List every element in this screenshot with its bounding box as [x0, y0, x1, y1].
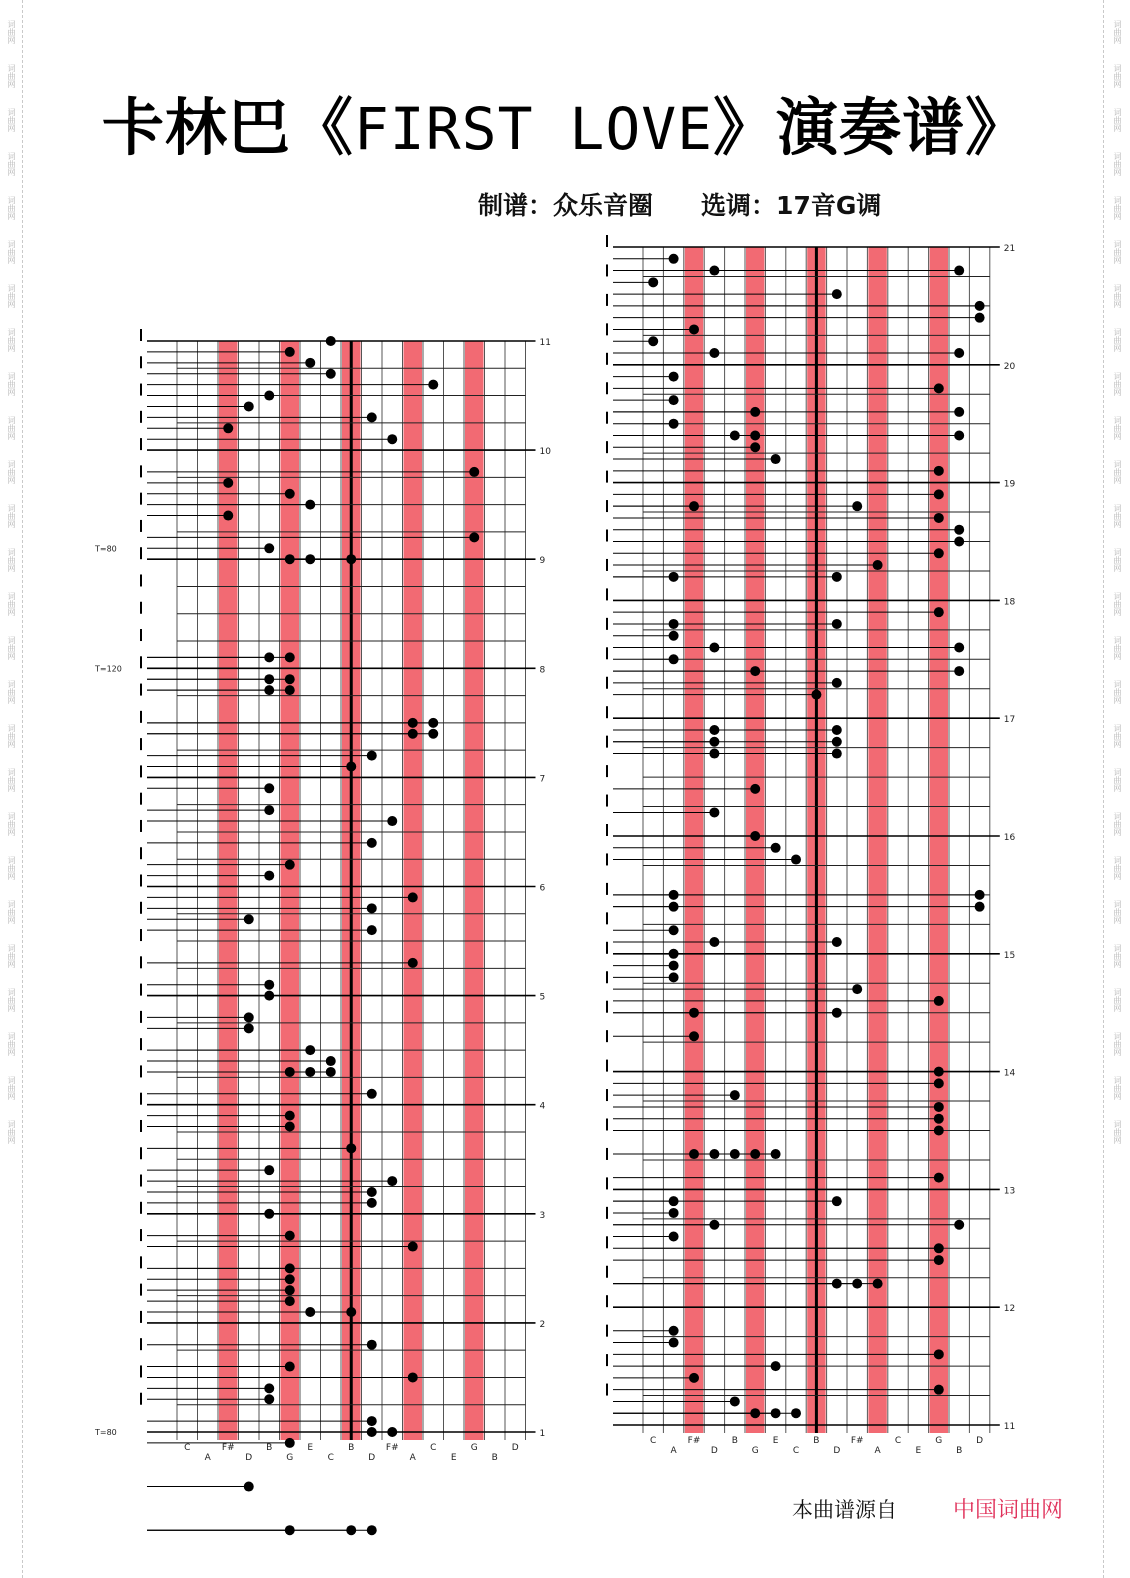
- measure-number: 21: [1003, 244, 1016, 254]
- key-label: E: [772, 1436, 779, 1446]
- note-dot: [669, 1208, 679, 1218]
- note-dot: [244, 1482, 254, 1492]
- note-dot: [285, 674, 295, 684]
- key-label: C: [650, 1436, 657, 1446]
- watermark-text: 词曲网: [1113, 416, 1122, 440]
- key-label: C: [184, 1443, 191, 1453]
- note-dot: [954, 348, 964, 358]
- key-label: F#: [850, 1436, 864, 1446]
- key-label: B: [956, 1446, 963, 1456]
- title-open-quote: 《: [290, 91, 354, 164]
- watermark-text: 词曲网: [7, 1076, 16, 1100]
- note-dot: [954, 666, 964, 676]
- key-label: D: [368, 1453, 376, 1463]
- measure-number: 4: [539, 1101, 546, 1112]
- note-dot: [832, 572, 842, 582]
- note-dot: [934, 607, 944, 617]
- note-dot: [934, 466, 944, 476]
- note-dot: [428, 718, 438, 728]
- note-dot: [934, 996, 944, 1006]
- measure-number: 17: [1003, 715, 1016, 726]
- note-dot: [285, 1438, 295, 1448]
- watermark-text: 词曲网: [1113, 196, 1122, 220]
- note-dot: [730, 1090, 740, 1100]
- measure-number: 15: [1003, 950, 1016, 961]
- note-dot: [832, 619, 842, 629]
- source-site: 中国词曲网: [953, 1498, 1064, 1523]
- arranger-name: 众乐音圈: [553, 191, 654, 220]
- note-dot: [689, 324, 699, 334]
- measure-number: 11: [1003, 1422, 1016, 1432]
- note-dot: [264, 391, 274, 401]
- note-dot: [832, 737, 842, 747]
- note-dot: [285, 860, 295, 870]
- note-dot: [469, 532, 479, 542]
- note-dot: [648, 336, 658, 346]
- note-dot: [326, 1067, 336, 1077]
- note-dot: [285, 1122, 295, 1132]
- note-dot: [346, 1143, 356, 1153]
- watermark-text: 词曲网: [1113, 1032, 1122, 1056]
- watermark-text: 词曲网: [7, 636, 16, 660]
- watermark-text: 词曲网: [1113, 240, 1122, 264]
- note-dot: [954, 1220, 964, 1230]
- note-dot: [244, 1023, 254, 1033]
- note-dot: [669, 254, 679, 264]
- watermark-text: 词曲网: [7, 416, 16, 440]
- measure-number: 7: [539, 774, 546, 785]
- note-dot: [387, 1427, 397, 1437]
- key-label: B: [731, 1436, 738, 1446]
- watermark-text: 词曲网: [1113, 460, 1122, 484]
- key-label: F#: [385, 1443, 399, 1453]
- note-dot: [285, 685, 295, 695]
- note-dot: [264, 543, 274, 553]
- watermark-text: 词曲网: [1113, 372, 1122, 396]
- note-dot: [832, 1008, 842, 1018]
- note-dot: [669, 419, 679, 429]
- watermark-text: 词曲网: [1113, 284, 1122, 308]
- note-dot: [954, 537, 964, 547]
- note-dot: [832, 1196, 842, 1206]
- watermark-text: 词曲网: [7, 504, 16, 528]
- watermark-text: 词曲网: [7, 944, 16, 968]
- note-dot: [408, 1372, 418, 1382]
- key-label: B: [813, 1436, 820, 1446]
- note-dot: [709, 807, 719, 817]
- key-label: B: [266, 1443, 273, 1453]
- key-label: D: [511, 1443, 519, 1453]
- note-dot: [285, 652, 295, 662]
- note-dot: [771, 454, 781, 464]
- note-dot: [934, 1173, 944, 1183]
- key-label: C: [327, 1453, 334, 1463]
- measure-number: 9: [539, 556, 546, 567]
- measure-number: 13: [1003, 1186, 1016, 1197]
- watermark-text: 词曲网: [7, 460, 16, 484]
- note-dot: [264, 783, 274, 793]
- note-dot: [934, 513, 944, 523]
- watermark-text: 词曲网: [7, 592, 16, 616]
- note-dot: [934, 383, 944, 393]
- note-dot: [791, 1408, 801, 1418]
- note-dot: [346, 554, 356, 564]
- measure-number: 6: [539, 883, 546, 894]
- watermark-text: 词曲网: [1113, 548, 1122, 572]
- note-dot: [934, 1067, 944, 1077]
- highlight-key-stripe: [868, 247, 886, 1433]
- watermark-text: 词曲网: [7, 284, 16, 308]
- watermark-text: 词曲网: [7, 548, 16, 572]
- watermark-text: 词曲网: [7, 724, 16, 748]
- note-dot: [669, 631, 679, 641]
- note-dot: [326, 369, 336, 379]
- title-end-quote: 》: [965, 91, 1029, 164]
- note-dot: [305, 358, 315, 368]
- watermark-text: 词曲网: [7, 812, 16, 836]
- watermark-text: 词曲网: [1113, 856, 1122, 880]
- watermark-text: 词曲网: [1113, 812, 1122, 836]
- note-dot: [346, 761, 356, 771]
- watermark-text: 词曲网: [1113, 592, 1122, 616]
- note-dot: [264, 1209, 274, 1219]
- note-dot: [285, 1263, 295, 1273]
- watermark-text: 词曲网: [7, 1120, 16, 1144]
- title-suffix: 演奏谱: [776, 91, 966, 164]
- highlight-key-stripe: [465, 341, 484, 1440]
- tempo-mark: T=120: [95, 664, 122, 674]
- title-song: FIRST LOVE: [353, 95, 714, 163]
- highlight-key-stripe: [404, 341, 423, 1440]
- watermark-text: 词曲网: [7, 196, 16, 220]
- note-dot: [811, 690, 821, 700]
- watermark-text: 词曲网: [1113, 944, 1122, 968]
- note-dot: [367, 925, 377, 935]
- key-label: D: [245, 1453, 253, 1463]
- note-dot: [873, 560, 883, 570]
- note-dot: [223, 423, 233, 433]
- note-dot: [771, 1149, 781, 1159]
- note-dot: [852, 501, 862, 511]
- watermark-text: 词曲网: [7, 372, 16, 396]
- note-dot: [750, 784, 760, 794]
- note-dot: [469, 467, 479, 477]
- measure-number: 3: [539, 1210, 546, 1221]
- tempo-mark: T=80: [95, 1428, 117, 1437]
- note-dot: [264, 991, 274, 1001]
- measure-number: 11: [539, 338, 551, 348]
- note-dot: [285, 1274, 295, 1284]
- note-dot: [387, 1176, 397, 1186]
- note-dot: [669, 1326, 679, 1336]
- note-dot: [326, 1056, 336, 1066]
- key-label: C: [430, 1443, 437, 1453]
- note-dot: [832, 725, 842, 735]
- note-dot: [244, 1012, 254, 1022]
- note-dot: [771, 843, 781, 853]
- watermark-text: 词曲网: [1113, 988, 1122, 1012]
- note-dot: [934, 489, 944, 499]
- note-dot: [669, 1338, 679, 1348]
- key-label: D: [710, 1446, 718, 1456]
- key-label: A: [874, 1446, 881, 1456]
- note-dot: [832, 678, 842, 688]
- key-label: F#: [221, 1443, 235, 1453]
- highlight-key-stripe: [219, 341, 238, 1440]
- watermark-text: 词曲网: [1113, 724, 1122, 748]
- key-label: 选调：: [701, 191, 777, 220]
- note-dot: [367, 838, 377, 848]
- tempo-mark: T=80: [95, 544, 117, 554]
- title-prefix: 卡林巴: [101, 91, 291, 164]
- note-dot: [771, 1361, 781, 1371]
- watermark-text: 词曲网: [7, 152, 16, 176]
- note-dot: [408, 958, 418, 968]
- note-dot: [934, 1243, 944, 1253]
- note-dot: [648, 277, 658, 287]
- note-dot: [285, 1296, 295, 1306]
- note-dot: [873, 1279, 883, 1289]
- highlight-key-stripe: [685, 247, 703, 1433]
- measure-number: 16: [1003, 833, 1016, 843]
- note-dot: [975, 301, 985, 311]
- note-dot: [244, 401, 254, 411]
- note-dot: [832, 937, 842, 947]
- watermark-text: 词曲网: [7, 768, 16, 792]
- note-dot: [669, 949, 679, 959]
- watermark-text: 词曲网: [7, 900, 16, 924]
- watermark-text: 词曲网: [7, 328, 16, 352]
- note-dot: [408, 1242, 418, 1252]
- measure-number: 14: [1003, 1068, 1016, 1079]
- note-dot: [367, 1416, 377, 1426]
- key-label: G: [935, 1436, 943, 1446]
- note-dot: [428, 729, 438, 739]
- watermark-text: 词曲网: [7, 64, 16, 88]
- note-dot: [285, 1285, 295, 1295]
- watermark-text: 词曲网: [7, 1032, 16, 1056]
- note-dot: [285, 1231, 295, 1241]
- source-label: 本曲谱源自: [792, 1498, 897, 1522]
- note-dot: [346, 1307, 356, 1317]
- measure-number: 20: [1003, 361, 1016, 372]
- arranger-label: 制谱：: [478, 191, 554, 220]
- note-dot: [264, 1383, 274, 1393]
- key-label: B: [491, 1453, 498, 1463]
- key-label: E: [450, 1453, 457, 1463]
- key-label: G: [751, 1446, 759, 1456]
- measure-number: 2: [539, 1319, 546, 1330]
- key-label: A: [670, 1446, 677, 1456]
- watermark-text: 词曲网: [1113, 768, 1122, 792]
- note-dot: [387, 434, 397, 444]
- watermark-text: 词曲网: [1113, 680, 1122, 704]
- measure-number: 5: [539, 992, 546, 1003]
- key-label: E: [915, 1446, 922, 1456]
- note-dot: [244, 914, 254, 924]
- measure-number: 19: [1003, 479, 1016, 490]
- note-dot: [934, 1102, 944, 1112]
- note-dot: [689, 1031, 699, 1041]
- note-dot: [954, 643, 964, 653]
- note-dot: [223, 511, 233, 521]
- note-dot: [934, 1255, 944, 1265]
- measure-number: 18: [1003, 597, 1016, 608]
- key-label: G: [470, 1443, 478, 1453]
- note-dot: [669, 372, 679, 382]
- key-label: E: [307, 1443, 314, 1453]
- key-label: G: [286, 1453, 294, 1463]
- note-dot: [264, 805, 274, 815]
- measure-number: 8: [539, 665, 546, 676]
- title-close-quote: 》: [713, 91, 777, 164]
- note-dot: [367, 1187, 377, 1197]
- measure-number: 1: [539, 1429, 546, 1439]
- note-dot: [285, 489, 295, 499]
- note-dot: [934, 1126, 944, 1136]
- key-label: A: [204, 1453, 211, 1463]
- note-dot: [669, 1232, 679, 1242]
- watermark-text: 词曲网: [1113, 328, 1122, 352]
- key-label: D: [833, 1446, 841, 1456]
- note-dot: [305, 1045, 315, 1055]
- key-label: B: [348, 1443, 355, 1453]
- note-dot: [832, 289, 842, 299]
- note-dot: [934, 1349, 944, 1359]
- note-dot: [367, 1198, 377, 1208]
- key-value: 17音G调: [776, 191, 882, 220]
- note-dot: [285, 1111, 295, 1121]
- note-dot: [223, 478, 233, 488]
- note-dot: [367, 1089, 377, 1099]
- note-dot: [408, 892, 418, 902]
- watermark-text: 词曲网: [7, 240, 16, 264]
- note-dot: [975, 902, 985, 912]
- note-dot: [428, 380, 438, 390]
- note-dot: [954, 525, 964, 535]
- note-dot: [669, 395, 679, 405]
- note-dot: [305, 500, 315, 510]
- note-dot: [285, 1362, 295, 1372]
- watermark-text: 词曲网: [7, 856, 16, 880]
- note-dot: [367, 1340, 377, 1350]
- note-dot: [367, 1525, 377, 1535]
- note-dot: [934, 1114, 944, 1124]
- note-dot: [934, 1078, 944, 1088]
- watermark-text: 词曲网: [1113, 636, 1122, 660]
- note-dot: [954, 430, 964, 440]
- watermark-text: 词曲网: [7, 108, 16, 132]
- watermark-text: 词曲网: [7, 20, 16, 44]
- note-dot: [285, 347, 295, 357]
- note-dot: [669, 925, 679, 935]
- key-label: D: [976, 1436, 984, 1446]
- note-dot: [975, 890, 985, 900]
- note-dot: [934, 1385, 944, 1395]
- note-dot: [264, 980, 274, 990]
- note-dot: [367, 751, 377, 761]
- note-dot: [264, 1165, 274, 1175]
- watermark-text: 词曲网: [7, 680, 16, 704]
- watermark-text: 词曲网: [1113, 1076, 1122, 1100]
- note-dot: [934, 548, 944, 558]
- watermark-text: 词曲网: [7, 988, 16, 1012]
- watermark-text: 词曲网: [1113, 900, 1122, 924]
- note-dot: [750, 831, 760, 841]
- key-label: A: [409, 1453, 416, 1463]
- watermark-text: 词曲网: [1113, 108, 1122, 132]
- note-dot: [954, 407, 964, 417]
- note-dot: [326, 336, 336, 346]
- key-label: C: [792, 1446, 800, 1456]
- note-dot: [669, 654, 679, 664]
- watermark-text: 词曲网: [1113, 20, 1122, 44]
- note-dot: [750, 442, 760, 452]
- note-dot: [730, 1396, 740, 1406]
- watermark-text: 词曲网: [1113, 1120, 1122, 1144]
- note-dot: [852, 984, 862, 994]
- watermark-text: 词曲网: [1113, 64, 1122, 88]
- note-dot: [264, 1394, 274, 1404]
- note-dot: [791, 855, 801, 865]
- watermark-text: 词曲网: [1113, 504, 1122, 528]
- footer: [792, 1493, 1063, 1524]
- note-dot: [954, 266, 964, 276]
- note-dot: [367, 412, 377, 422]
- note-dot: [669, 972, 679, 982]
- note-dot: [264, 871, 274, 881]
- key-label: C: [894, 1436, 902, 1446]
- measure-number: 12: [1003, 1304, 1016, 1315]
- key-label: F#: [687, 1436, 701, 1446]
- note-dot: [669, 961, 679, 971]
- measure-number: 10: [539, 447, 551, 458]
- note-dot: [975, 313, 985, 323]
- note-dot: [387, 816, 397, 826]
- watermark-text: 词曲网: [1113, 152, 1122, 176]
- note-dot: [367, 903, 377, 913]
- note-dot: [832, 749, 842, 759]
- note-dot: [689, 1373, 699, 1383]
